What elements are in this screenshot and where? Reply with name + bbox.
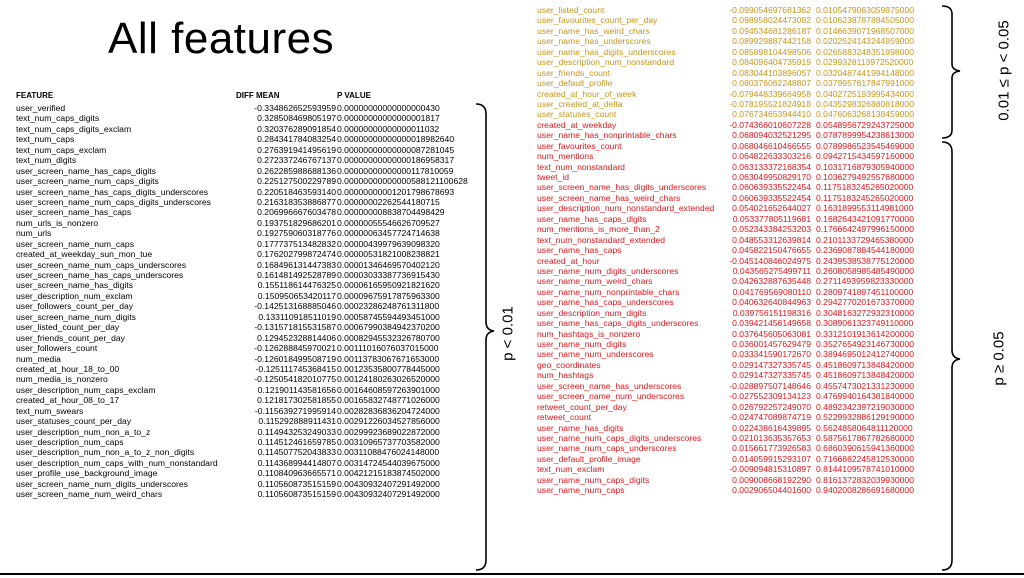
p-value: 0.4518609713848420000 xyxy=(816,359,914,370)
p-value: 0.00001346469570402120 xyxy=(337,259,440,270)
p-value: 0.00067990384942370200 xyxy=(337,322,440,333)
feature-name: num_urls xyxy=(16,228,52,239)
diff-mean-value: -0.009094815310897 xyxy=(729,464,811,475)
feature-name: text_num_digits xyxy=(16,155,77,166)
diff-mean-value: -0.028897507148646 xyxy=(729,380,811,391)
feature-name: user_created_at_delta xyxy=(537,98,623,109)
diff-mean-value: 0.041769569080110 xyxy=(732,286,811,297)
feature-name: text_num_nonstandard_extended xyxy=(537,234,666,245)
feature-name: user_screen_name_has_caps xyxy=(16,207,132,218)
p-value: 0.2942770201673370000 xyxy=(816,297,914,308)
feature-name: retweet_count_per_day xyxy=(537,401,627,412)
p-value: 0.0548956729243725000 xyxy=(816,119,914,130)
diff-mean-value: 0.129452328814406 xyxy=(257,332,336,343)
p-value: 0.3048163272932310000 xyxy=(816,307,914,318)
diff-mean-value: 0.053377805119681 xyxy=(732,213,811,224)
diff-mean-value: 0.064822633303216 xyxy=(732,151,811,162)
p-value: 0.2101133729465380000 xyxy=(816,234,914,245)
p-value: 0.9402008286691680000 xyxy=(816,485,914,496)
p-value: 0.000000008838704498429 xyxy=(337,207,445,218)
p-value: 0.8161372832039930000 xyxy=(816,474,914,485)
feature-name: user_screen_name_has_weird_chars xyxy=(537,192,681,203)
feature-name: user_name_num_caps_underscores xyxy=(537,443,677,454)
diff-mean-value: 0.042632887635448 xyxy=(732,276,811,287)
p-value: 0.00000000000000018982640 xyxy=(337,134,455,145)
p-value: 0.3312101913614200000 xyxy=(816,328,914,339)
feature-name: user_followers_count xyxy=(16,343,98,354)
p-value: 0.3894695012412740000 xyxy=(816,349,914,360)
p-value: 0.2608058985485490000 xyxy=(816,265,914,276)
p-value: 0.0787899954238613000 xyxy=(816,130,914,141)
feature-name: user_favourites_count xyxy=(537,140,622,151)
p-value: 0.2439538538775120000 xyxy=(816,255,914,266)
bracket-p-lt-001 xyxy=(476,104,494,570)
p-value: 0.1631899553114981000 xyxy=(816,203,914,214)
feature-name: user_description_num_caps_with_num_nonstandard xyxy=(16,457,218,468)
feature-name: user_verified xyxy=(16,103,66,113)
p-value: 0.00000000000000588121100628 xyxy=(337,176,468,187)
feature-name: user_name_has_caps_underscores xyxy=(537,297,674,308)
diff-mean-value: 0.085898104498506 xyxy=(732,46,811,57)
feature-name: text_num_nonstandard xyxy=(537,161,625,172)
feature-name: user_name_num_underscores xyxy=(537,349,654,360)
feature-name: text_num_caps_digits xyxy=(16,113,100,124)
p-value: 0.00000000000000000430 xyxy=(337,103,440,113)
p-value: 0.1175183245265020000 xyxy=(816,192,914,203)
feature-name: user_description_num_exclam xyxy=(16,290,133,301)
diff-mean-value: 0.039421456149658 xyxy=(732,318,811,329)
diff-mean-value: -0.126018499508719 xyxy=(254,353,336,364)
p-value: 0.2711493959823330000 xyxy=(816,276,914,287)
feature-name: user_name_num_caps xyxy=(537,485,625,496)
feature-column-header: FEATURE xyxy=(16,91,54,100)
feature-name: user_screen_name_num_caps_digits xyxy=(16,176,159,187)
diff-mean-value: 0.043565275499711 xyxy=(732,265,811,276)
p-value: 0.3089061323749110000 xyxy=(816,318,914,329)
feature-name: user_screen_name_has_caps_underscores xyxy=(16,270,184,280)
diff-mean-value: -0.099054697681362 xyxy=(729,5,811,15)
feature-name: user_default_profile_image xyxy=(537,453,641,464)
diff-mean-value: -0.045140846024975 xyxy=(729,255,811,266)
feature-name: user_profile_use_background_image xyxy=(16,468,158,479)
feature-name: num_media xyxy=(16,353,61,364)
p-value: 0.00123535800778445000 xyxy=(337,363,440,374)
feature-name: user_screen_name_num_caps xyxy=(16,238,134,249)
feature-name: num_hashtags_is_nonzero xyxy=(537,328,641,339)
diff-mean-value: 0.021013635357653 xyxy=(732,432,811,443)
diff-mean-value: 0.063049950829170 xyxy=(732,172,811,182)
feature-name: user_description_num_nonstandard_extended xyxy=(537,203,715,214)
diff-mean-value: 0.114368994414807 xyxy=(257,457,336,468)
diff-mean-value: -0.334862652593959 xyxy=(254,103,336,113)
diff-mean-value: 0.014059915293107 xyxy=(732,453,811,464)
feature-name: user_description_num_non_a_to_z_non_digits xyxy=(16,447,195,458)
label-p-ge-005: p ≥ 0.05 xyxy=(990,331,1008,386)
diff-mean-value: 0.036001457629479 xyxy=(732,339,811,349)
p-value: 0.0942715434597160000 xyxy=(816,151,914,162)
p-value: 0.7166862245812530000 xyxy=(816,453,914,464)
p-value: 0.4769940164381840000 xyxy=(816,391,914,402)
p-value: 0.0202524143244959000 xyxy=(816,36,914,47)
diff-mean-value: 0.033341590172670 xyxy=(732,349,811,360)
diff-mean-value: 0.089929887442158 xyxy=(732,36,811,47)
p-value: 0.0146639071968507000 xyxy=(816,25,914,36)
diff-mean-value: 0.029147327335745 xyxy=(732,359,811,370)
diff-mean-value: 0.150950653420117 xyxy=(257,290,336,301)
p-value: 0.00058745594493451000 xyxy=(337,311,440,322)
diff-mean-value: 0.037645605063081 xyxy=(732,328,811,339)
p-value: 0.0379957617847991000 xyxy=(816,78,914,89)
diff-mean-value: 0.276391941495619 xyxy=(257,144,336,155)
diff-mean-value: 0.110560873515159 xyxy=(257,489,336,500)
feature-name: user_screen_name_num_underscores xyxy=(537,391,685,402)
feature-name: created_at_hour_08_to_17 xyxy=(16,395,120,406)
feature-name: user_listed_count xyxy=(537,5,605,15)
p-value: 0.00000000000000011032 xyxy=(337,123,440,134)
feature-name: user_statuses_count_per_day xyxy=(16,416,132,427)
p-value: 0.00282836836204724000 xyxy=(337,405,440,416)
feature-name: user_name_has_weird_chars xyxy=(537,25,650,36)
p-value: 0.0105479063059875000 xyxy=(816,5,914,15)
diff-mean-value: 0.068046610466555 xyxy=(732,140,811,151)
feature-name: user_statuses_count xyxy=(537,109,617,120)
bracket-p-mid xyxy=(942,6,960,138)
p-value: 0.00165832748771026000 xyxy=(337,395,440,406)
diff-mean-value: 0.054021652644027 xyxy=(732,203,811,214)
feature-name: text_num_caps_exclam xyxy=(16,144,107,155)
p-value: 0.8144109578741010000 xyxy=(816,464,914,475)
p-value: 0.5624858064811120000 xyxy=(816,422,913,433)
p-value: 0.00430932407291492000 xyxy=(337,478,440,489)
p-value: 0.2369087884544180000 xyxy=(816,245,914,256)
p-value: 0.0789986523545469000 xyxy=(816,140,914,151)
diff-mean-value: 0.155118614476325 xyxy=(257,280,336,291)
feature-name: retweet_count xyxy=(537,412,591,423)
feature-name: user_favourites_count_per_day xyxy=(537,15,658,26)
feature-name: num_hashtags xyxy=(537,370,594,381)
feature-name: created_at_weekday xyxy=(537,119,617,130)
feature-name: num_media_is_nonzero xyxy=(16,374,108,385)
diff-mean-value: -0.115639271995914 xyxy=(254,405,336,416)
p-value: 0.00000531821008238821 xyxy=(337,249,440,260)
feature-name: geo_coordinates xyxy=(537,359,601,370)
diff-mean-value: -0.027552309134123 xyxy=(729,391,811,402)
p-value: 0.00111016076037015000 xyxy=(337,343,439,354)
p-value: 0.00299923689022872000 xyxy=(337,426,440,437)
feature-name: user_screen_name_num_digits xyxy=(16,311,136,322)
p-value: 0.00000000000000001817 xyxy=(337,113,440,124)
diff-mean-value: 0.284341784083254 xyxy=(257,134,336,145)
p-value: 0.00113783067671653000 xyxy=(337,353,440,364)
feature-name: created_at_hour xyxy=(537,255,600,266)
p-value: 0.0435298326880818000 xyxy=(816,98,914,109)
feature-name: num_mentions_is_more_than_2 xyxy=(537,224,660,235)
diff-mean-value: -0.125054182010775 xyxy=(254,374,336,385)
feature-name: user_description_num_caps xyxy=(16,437,124,447)
feature-name: user_name_num_caps_digits_underscores xyxy=(537,432,702,443)
diff-mean-value: 0.040632640844963 xyxy=(732,297,811,308)
diff-mean-value: 0.168496131447383 xyxy=(257,259,336,270)
diff-mean-value: 0.098958024473082 xyxy=(732,15,811,26)
bracket-p-ge-005 xyxy=(942,142,960,570)
p-value: 0.4892342397219030000 xyxy=(816,401,914,412)
diff-mean-value: 0.002906504401600 xyxy=(732,485,811,496)
diff-mean-value: 0.015661773926583 xyxy=(732,443,811,454)
diff-mean-value: -0.125111745368415 xyxy=(255,363,336,374)
diff-mean-value: 0.114507752043833 xyxy=(257,447,336,458)
diff-mean-value: 0.022438616439895 xyxy=(732,422,811,433)
p-value: 0.2809741897451100000 xyxy=(816,286,914,297)
feature-name: text_num_swears xyxy=(16,405,84,416)
feature-name: user_screen_name_has_underscores xyxy=(537,380,682,391)
feature-name: text_num_exclam xyxy=(537,464,605,475)
diff-mean-value: 0.272337246767137 xyxy=(257,155,336,166)
p-value: 0.1766642497996150000 xyxy=(816,224,914,235)
diff-mean-value: 0.193751829686201 xyxy=(257,217,336,228)
diff-mean-value: 0.220518463593140 xyxy=(257,186,336,197)
label-p-lt-001: p < 0.01 xyxy=(499,306,517,361)
p-value: 0.1036279492557680000 xyxy=(816,172,914,182)
feature-name: user_screen_name_num_caps_digits_underscores xyxy=(16,196,211,207)
diff-mean-value: -0.126288845970021 xyxy=(254,343,336,354)
p-value: 0.6860390615941360000 xyxy=(816,443,914,454)
feature-name: user_friends_count_per_day xyxy=(16,332,125,343)
diff-mean-value: 0.009008668192290 xyxy=(732,474,811,485)
feature-name: user_friends_count xyxy=(537,67,611,78)
p-value: 0.1031716879305940000 xyxy=(816,161,914,172)
diff-mean-value: 0.121901143581656 xyxy=(257,384,336,395)
p-value: 0.00009675917875963300 xyxy=(337,290,440,301)
diff-mean-value: 0.084096404735919 xyxy=(732,57,811,68)
p-value: 0.1682643421091770000 xyxy=(816,213,914,224)
p-value: 0.00000000000000186958317 xyxy=(337,155,455,166)
p-value: 0.00314724544039675000 xyxy=(337,457,440,468)
p-value: 0.00006165950921821620 xyxy=(337,280,440,291)
p-value: 0.4557473021331230000 xyxy=(816,380,914,391)
diff-mean-value: -0.024747089874719 xyxy=(729,412,811,423)
diff-mean-value: 0.076734653944410 xyxy=(732,109,811,120)
feature-name: num_mentions xyxy=(537,151,594,162)
feature-name: user_name_num_digits_underscores xyxy=(537,265,679,276)
diff-mean-value: 0.110840963665571 xyxy=(257,468,336,479)
diff-mean-value: 0.115292888911431 xyxy=(258,416,336,427)
p-value: 0.0320487441994148000 xyxy=(816,67,914,78)
feature-name: user_name_num_weird_chars xyxy=(537,276,653,287)
diff-mean-value: 0.068094032521295 xyxy=(732,130,811,141)
p-value: 0.00003033387736915430 xyxy=(337,270,440,280)
feature-name: user_screen_name_has_digits xyxy=(16,280,134,291)
feature-name: num_urls_is_nonzero xyxy=(16,217,99,228)
diff-mean-value: 0.083044103896057 xyxy=(732,67,811,78)
feature-name: user_description_num_caps_exclam xyxy=(16,384,156,395)
feature-name: user_name_has_underscores xyxy=(537,36,651,47)
p-value: 0.5229932886129190000 xyxy=(816,412,914,423)
p-value: 0.00421215183874502000 xyxy=(337,468,440,479)
diff-mean-value: 0.262285988688136 xyxy=(257,165,336,176)
feature-name: tweet_id xyxy=(537,172,570,182)
p-value: 0.00000063457724714638 xyxy=(337,228,440,239)
feature-name: user_description_num_digits xyxy=(537,307,647,318)
p-value: 0.00000000001201798678693 xyxy=(337,186,455,197)
diff-mean-value: 0.052343384253203 xyxy=(732,224,811,235)
feature-name: created_at_hour_of_week xyxy=(537,88,637,99)
p-value: 0.0476063268138459000 xyxy=(816,109,914,120)
feature-name: user_name_has_caps xyxy=(537,245,622,256)
p-value: 0.00082945532326780700 xyxy=(337,332,440,343)
p-value: 0.0106238787884505000 xyxy=(816,15,914,26)
diff-mean-value: 0.328508469805197 xyxy=(257,113,336,124)
p-value-column-header: P VALUE xyxy=(337,91,371,100)
feature-name: user_description_num_nonstandard xyxy=(537,57,675,68)
feature-name: user_name_num_nonprintable_chars xyxy=(537,286,680,297)
feature-name: user_name_has_digits_underscores xyxy=(537,46,676,57)
p-value: 0.00000055546626709527 xyxy=(337,217,440,228)
p-value: 0.1175183245265020000 xyxy=(816,182,914,193)
p-value: 0.3527654923146730000 xyxy=(816,339,914,349)
feature-name: user_screen_name_num_digits_underscores xyxy=(16,478,188,489)
feature-name: user_screen_name_num_weird_chars xyxy=(16,489,163,500)
diff-mean-value: 0.110560873515159 xyxy=(257,478,336,489)
diff-mean-value: -0.079448339664958 xyxy=(729,88,811,99)
p-value: 0.00000000000000117810059 xyxy=(337,165,454,176)
feature-name: text_num_caps_digits_exclam xyxy=(16,123,132,134)
feature-name: user_name_num_caps_digits xyxy=(537,474,650,485)
p-value: 0.00164608597263901000 xyxy=(337,384,440,395)
diff-mean-value: 0.177737513482832 xyxy=(257,238,336,249)
p-value: 0.00000000000000087281045 xyxy=(337,144,455,155)
diff-mean-value: 0.063133372168354 xyxy=(732,161,811,172)
diff-mean-value: 0.121817302581855 xyxy=(257,395,336,406)
p-value: 0.4518609713848420000 xyxy=(816,370,914,381)
feature-name: user_name_has_caps_digits xyxy=(537,213,647,224)
diff-mean-value: -0.142513168885046 xyxy=(254,301,336,312)
diff-mean-value: 0.080376062248807 xyxy=(732,78,811,89)
p-value: 0.0265883248351998000 xyxy=(816,46,914,57)
p-value: 0.00023286248761311800 xyxy=(337,301,440,312)
feature-name: user_listed_count_per_day xyxy=(16,322,120,333)
diff-mean-value: 0.060639335522454 xyxy=(732,192,811,203)
diff-mean-value: 0.114943253249033 xyxy=(257,426,336,437)
p-value: 0.00000439979639098320 xyxy=(337,238,440,249)
diff-mean-value: 0.060639335522454 xyxy=(732,182,811,193)
diff-mean-value: 0.192759060318776 xyxy=(257,228,336,239)
p-value: 0.00291226034527856000 xyxy=(337,416,440,427)
diff-mean-value: -0.074366010607228 xyxy=(729,119,811,130)
diff-mean-value: 0.176202799872474 xyxy=(257,249,336,260)
diff-mean-value: 0.045822150476655 xyxy=(732,245,811,256)
feature-name: created_at_hour_18_to_00 xyxy=(16,363,120,374)
page-title: All features xyxy=(108,14,335,63)
feature-name: text_num_caps xyxy=(16,134,75,145)
p-value: 0.5875617867782680000 xyxy=(816,432,914,443)
feature-name: user_name_num_digits xyxy=(537,339,627,349)
feature-name: created_at_weekday_sun_mon_tue xyxy=(16,249,153,260)
feature-name: user_screen_name_has_digits_underscores xyxy=(537,182,707,193)
diff-mean-value: 0.161481492528789 xyxy=(257,270,336,280)
diff-mean-value: 0.094534681286187 xyxy=(732,25,811,36)
diff-mean-value: 0.039756151198316 xyxy=(732,307,811,318)
feature-name: user_name_has_caps_digits_underscores xyxy=(537,318,699,329)
label-p-mid: 0.01 ≤ p < 0.05 xyxy=(995,20,1013,121)
diff-mean-column-header: DIFF MEAN xyxy=(236,91,280,100)
diff-mean-value: 0.225127500229789 xyxy=(257,176,336,187)
diff-mean-value: 0.320376289091854 xyxy=(257,123,336,134)
p-value: 0.0299328113972520000 xyxy=(816,57,914,68)
feature-name: user_name_has_digits xyxy=(537,422,624,433)
p-value: 0.00124180263026520000 xyxy=(337,374,440,385)
feature-name: user_description_num_non_a_to_z xyxy=(16,426,151,437)
feature-name: user_followers_count_per_day xyxy=(16,301,134,312)
diff-mean-value: 0.216318353886877 xyxy=(257,196,336,207)
diff-mean-value: 0.029147327335745 xyxy=(732,370,811,381)
p-value: 0.00000002262544180715 xyxy=(337,196,440,207)
diff-mean-value: 0.133110918511019 xyxy=(258,311,336,322)
p-value: 0.00430932407291492000 xyxy=(337,489,440,500)
p-value: 0.00310965737703582000 xyxy=(337,437,440,447)
diff-mean-value: 0.026792257249070 xyxy=(732,401,811,412)
feature-name: user_screen_name_num_caps_underscores xyxy=(16,259,187,270)
feature-name: user_name_has_nonprintable_chars xyxy=(537,130,677,141)
diff-mean-value: 0.114512461659785 xyxy=(257,437,336,447)
diff-mean-value: -0.078195521824918 xyxy=(729,98,811,109)
diff-mean-value: 0.206996667603478 xyxy=(257,207,336,218)
diff-mean-value: 0.048553312639814 xyxy=(732,234,811,245)
p-value: 0.0402725193995434000 xyxy=(816,88,914,99)
feature-name: user_screen_name_has_caps_digits_underscores xyxy=(16,186,209,197)
feature-name: user_default_profile xyxy=(537,78,613,89)
p-value: 0.00311088476024148000 xyxy=(337,447,440,458)
bottom-divider xyxy=(0,573,1024,575)
feature-name: user_screen_name_has_caps_digits xyxy=(16,165,156,176)
diff-mean-value: -0.131571815531587 xyxy=(254,322,336,333)
